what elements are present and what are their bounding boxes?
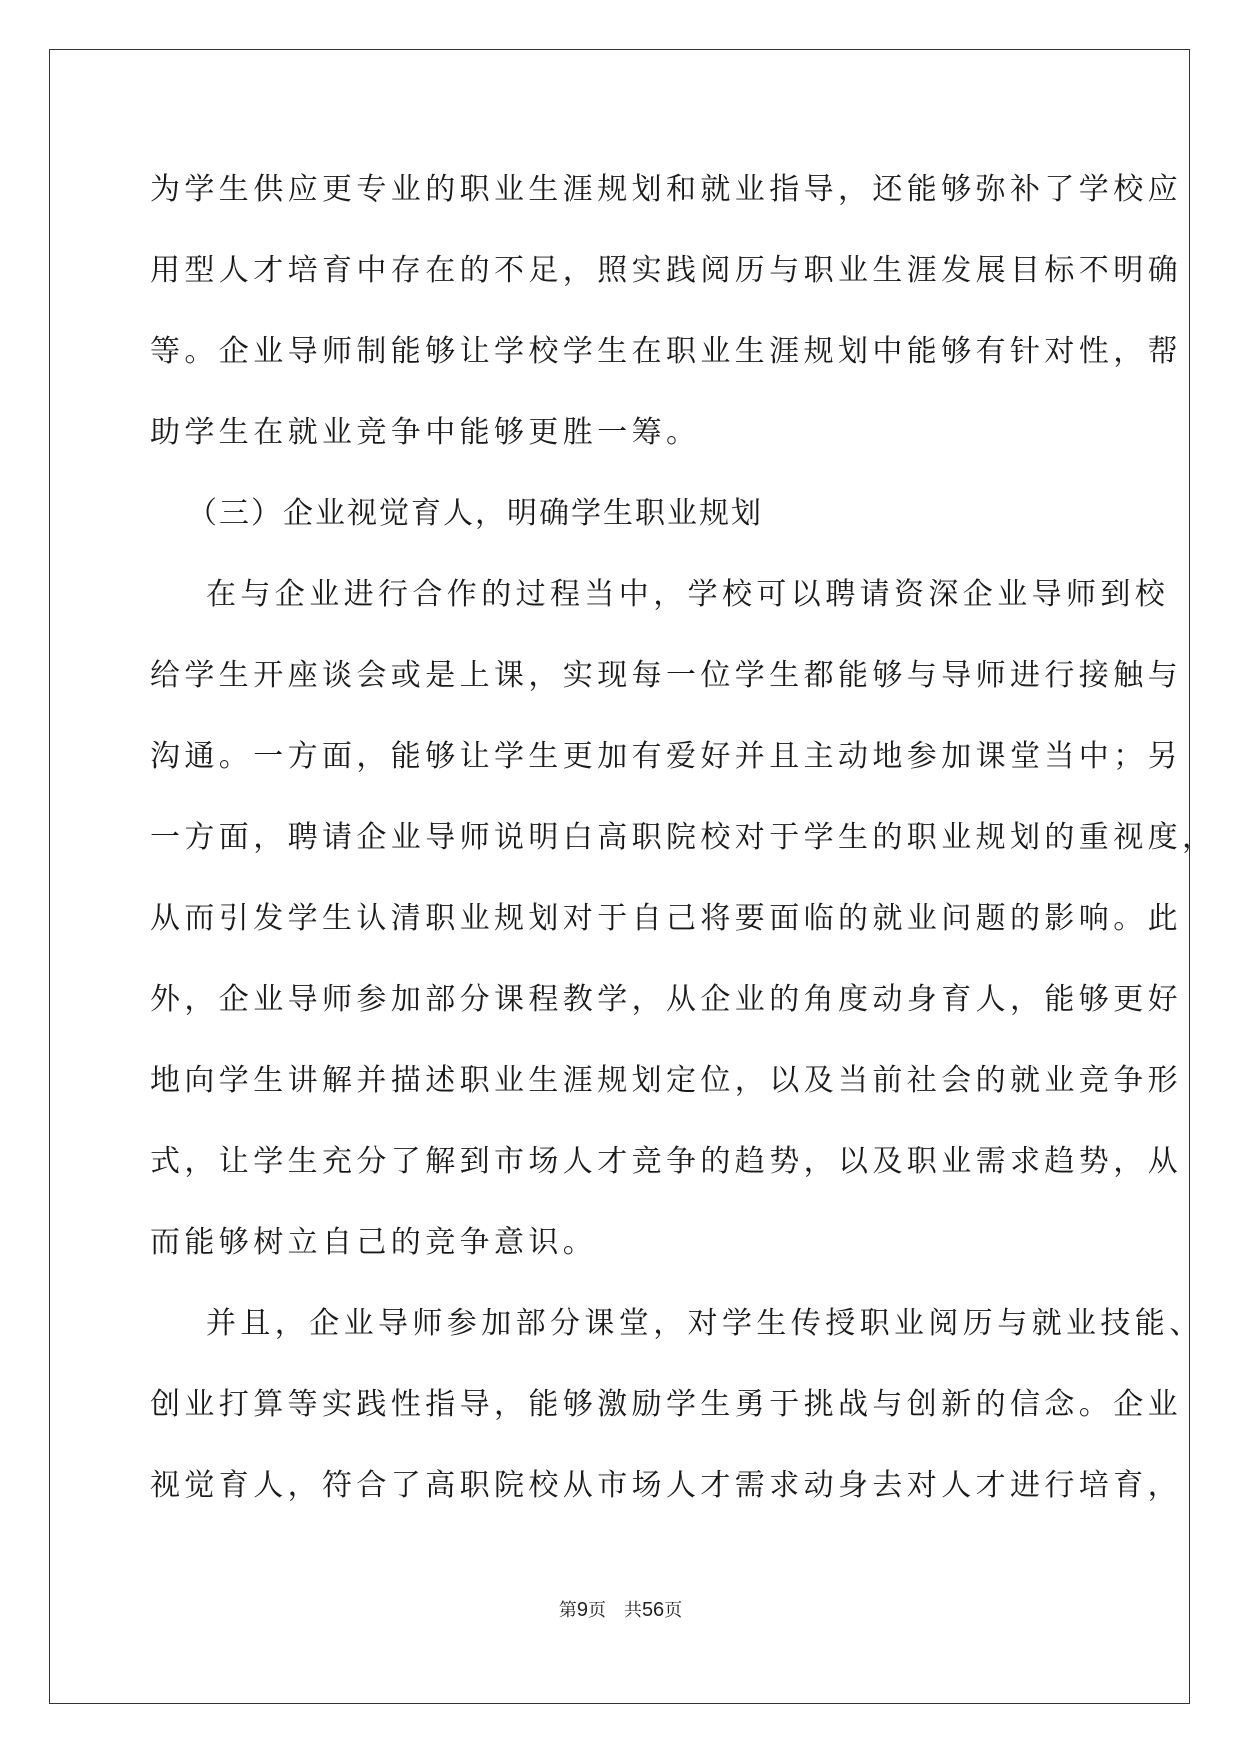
page-footer bbox=[0, 1596, 1241, 1622]
text-line: 视觉育人，符合了高职院校从市场人才需求动身去对人才进行培育， bbox=[150, 1468, 1182, 1503]
total-pages: 56 bbox=[641, 1599, 665, 1621]
page-suffix: 页 bbox=[587, 1600, 606, 1621]
section-heading: （三）企业视觉育人，明确学生职业规划 bbox=[187, 496, 763, 531]
text-line: 沟通。一方面，能够让学生更加有爱好并且主动地参加课堂当中；另 bbox=[150, 739, 1182, 774]
text-line: 为学生供应更专业的职业生涯规划和就业指导，还能够弥补了学校应 bbox=[150, 172, 1182, 207]
text-line: 地向学生讲解并描述职业生涯规划定位，以及当前社会的就业竞争形 bbox=[150, 1063, 1182, 1098]
page-number: 9 bbox=[576, 1599, 588, 1621]
document-body bbox=[150, 160, 1217, 1537]
text-line: 用型人才培育中存在的不足，照实践阅历与职业生涯发展目标不明确 bbox=[150, 253, 1182, 288]
text-line: 创业打算等实践性指导，能够激励学生勇于挑战与创新的信念。企业 bbox=[150, 1387, 1182, 1422]
text-line: 在与企业进行合作的过程当中，学校可以聘请资深企业导师到校 bbox=[206, 577, 1170, 612]
total-suffix: 页 bbox=[664, 1600, 683, 1621]
total-prefix: 共 bbox=[623, 1600, 642, 1621]
text-line: 从而引发学生认清职业规划对于自己将要面临的就业问题的影响。此 bbox=[150, 901, 1182, 936]
page-prefix: 第 bbox=[558, 1600, 577, 1621]
text-line: 式，让学生充分了解到市场人才竞争的趋势，以及职业需求趋势，从 bbox=[150, 1144, 1182, 1179]
text-line: 外，企业导师参加部分课程教学，从企业的角度动身育人，能够更好 bbox=[150, 982, 1182, 1017]
text-line: 而能够树立自己的竞争意识。 bbox=[150, 1225, 598, 1260]
text-line: 并且，企业导师参加部分课堂，对学生传授职业阅历与就业技能、 bbox=[206, 1306, 1204, 1341]
text-line: 一方面，聘请企业导师说明白高职院校对于学生的职业规划的重视度， bbox=[150, 820, 1217, 855]
text-line: 等。企业导师制能够让学校学生在职业生涯规划中能够有针对性，帮 bbox=[150, 334, 1182, 369]
text-line: 助学生在就业竞争中能够更胜一筹。 bbox=[150, 415, 701, 450]
text-line: 给学生开座谈会或是上课，实现每一位学生都能够与导师进行接触与 bbox=[150, 658, 1182, 693]
